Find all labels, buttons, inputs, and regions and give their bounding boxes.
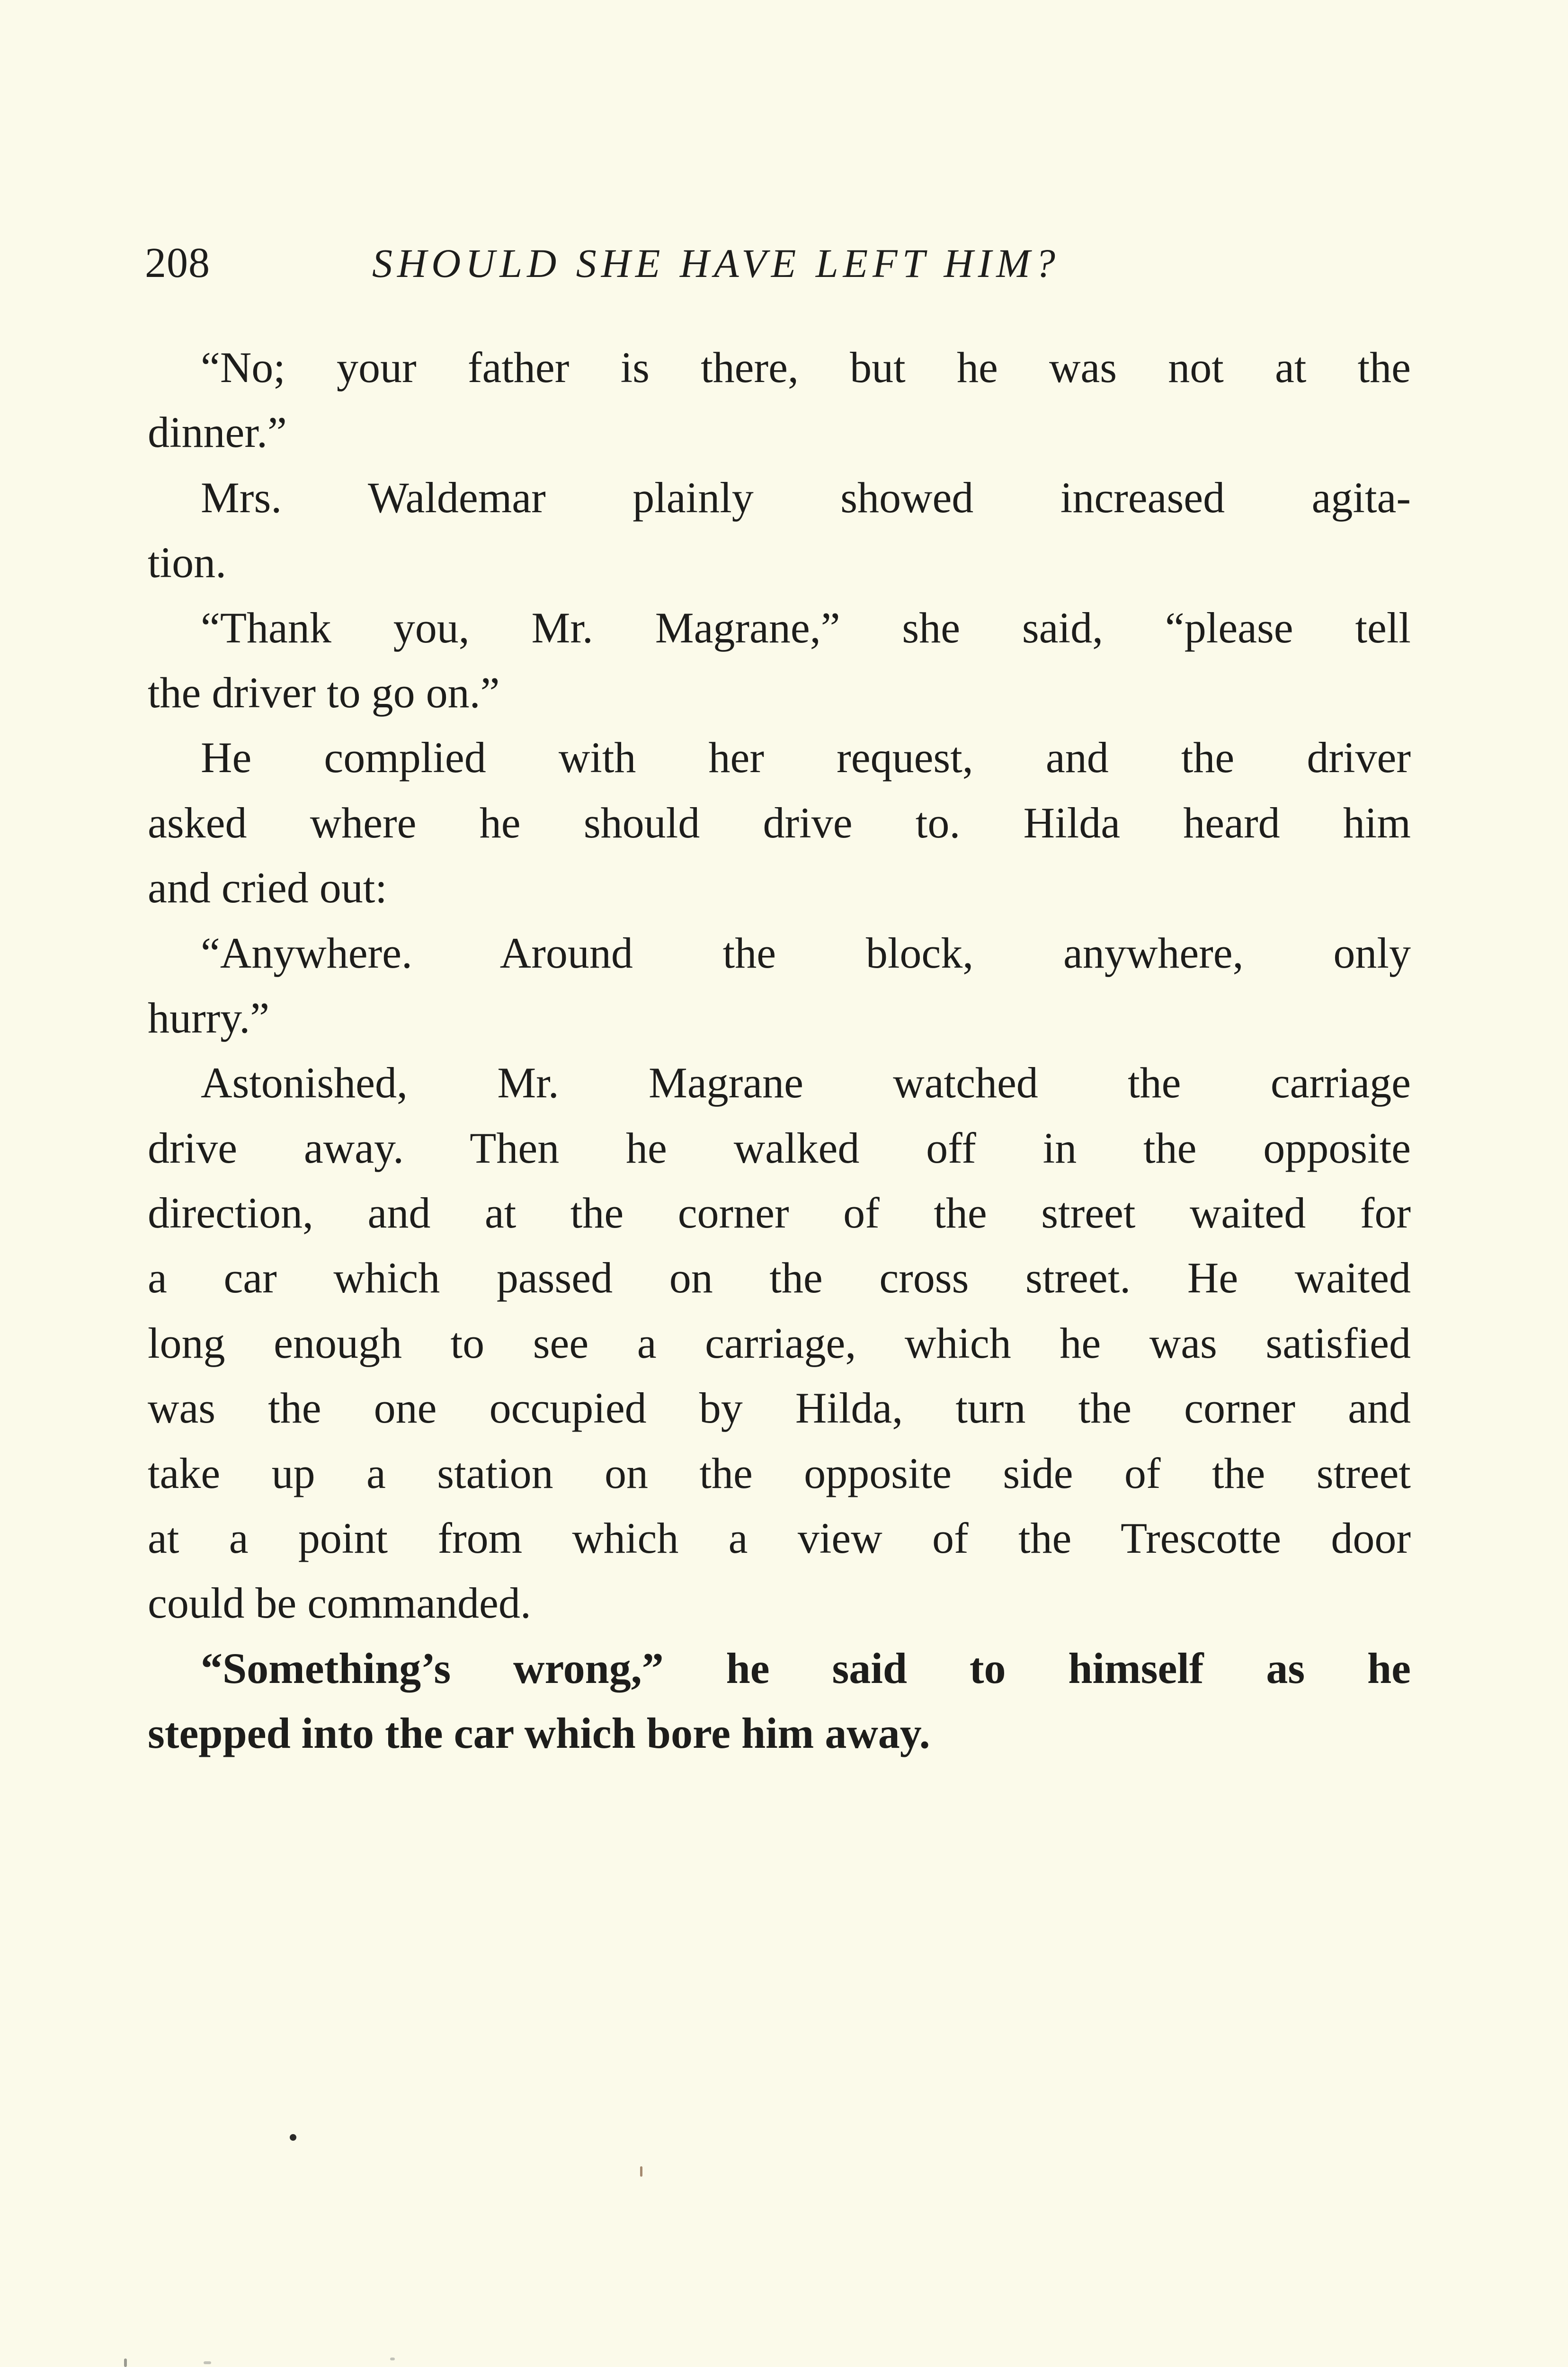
running-title: SHOULD SHE HAVE LEFT HIM? <box>372 240 1060 286</box>
text-line: was the one occupied by Hilda, turn the corner and <box>148 1384 1411 1433</box>
ink-speck <box>124 2358 127 2367</box>
text-line: drive away. Then he walked off in the opposite <box>148 1123 1411 1172</box>
ink-speck <box>640 2166 642 2177</box>
text-line: hurry.” <box>148 993 270 1042</box>
text-line: could be commanded. <box>148 1579 531 1628</box>
text-line: take up a station on the opposite side of the street <box>148 1449 1411 1497</box>
text-line: direction, and at the corner of the street waited for <box>148 1189 1411 1237</box>
page-header <box>145 235 1423 296</box>
page-number: 208 <box>145 240 210 286</box>
text-line: Mrs. Waldemar plainly showed increased agita- <box>201 473 1411 522</box>
text-line: “Something’s wrong,” he said to himself as he <box>201 1644 1411 1692</box>
text-line: a car which passed on the cross street. He waited <box>148 1254 1411 1302</box>
text-line: asked where he should drive to. Hilda heard him <box>148 798 1411 847</box>
text-line: stepped into the car which bore him away. <box>148 1709 930 1758</box>
body-text <box>148 335 1411 1766</box>
text-line: “Thank you, Mr. Magrane,” she said, “please tell <box>201 603 1411 652</box>
ink-speck <box>204 2361 211 2364</box>
text-line: and cried out: <box>148 863 387 912</box>
text-line: the driver to go on.” <box>148 668 500 717</box>
ink-speck <box>390 2358 395 2360</box>
text-line: “No; your father is there, but he was not at the <box>201 343 1411 392</box>
text-line: Astonished, Mr. Magrane watched the carriage <box>201 1059 1411 1107</box>
ink-speck <box>290 2134 296 2141</box>
text-line: at a point from which a view of the Trescotte door <box>148 1514 1411 1563</box>
text-line: “Anywhere. Around the block, anywhere, only <box>201 928 1411 977</box>
text-line: tion. <box>148 538 227 587</box>
text-line: long enough to see a carriage, which he was satisfied <box>148 1318 1411 1367</box>
text-line: He complied with her request, and the driver <box>201 733 1411 782</box>
text-line: dinner.” <box>148 408 287 457</box>
